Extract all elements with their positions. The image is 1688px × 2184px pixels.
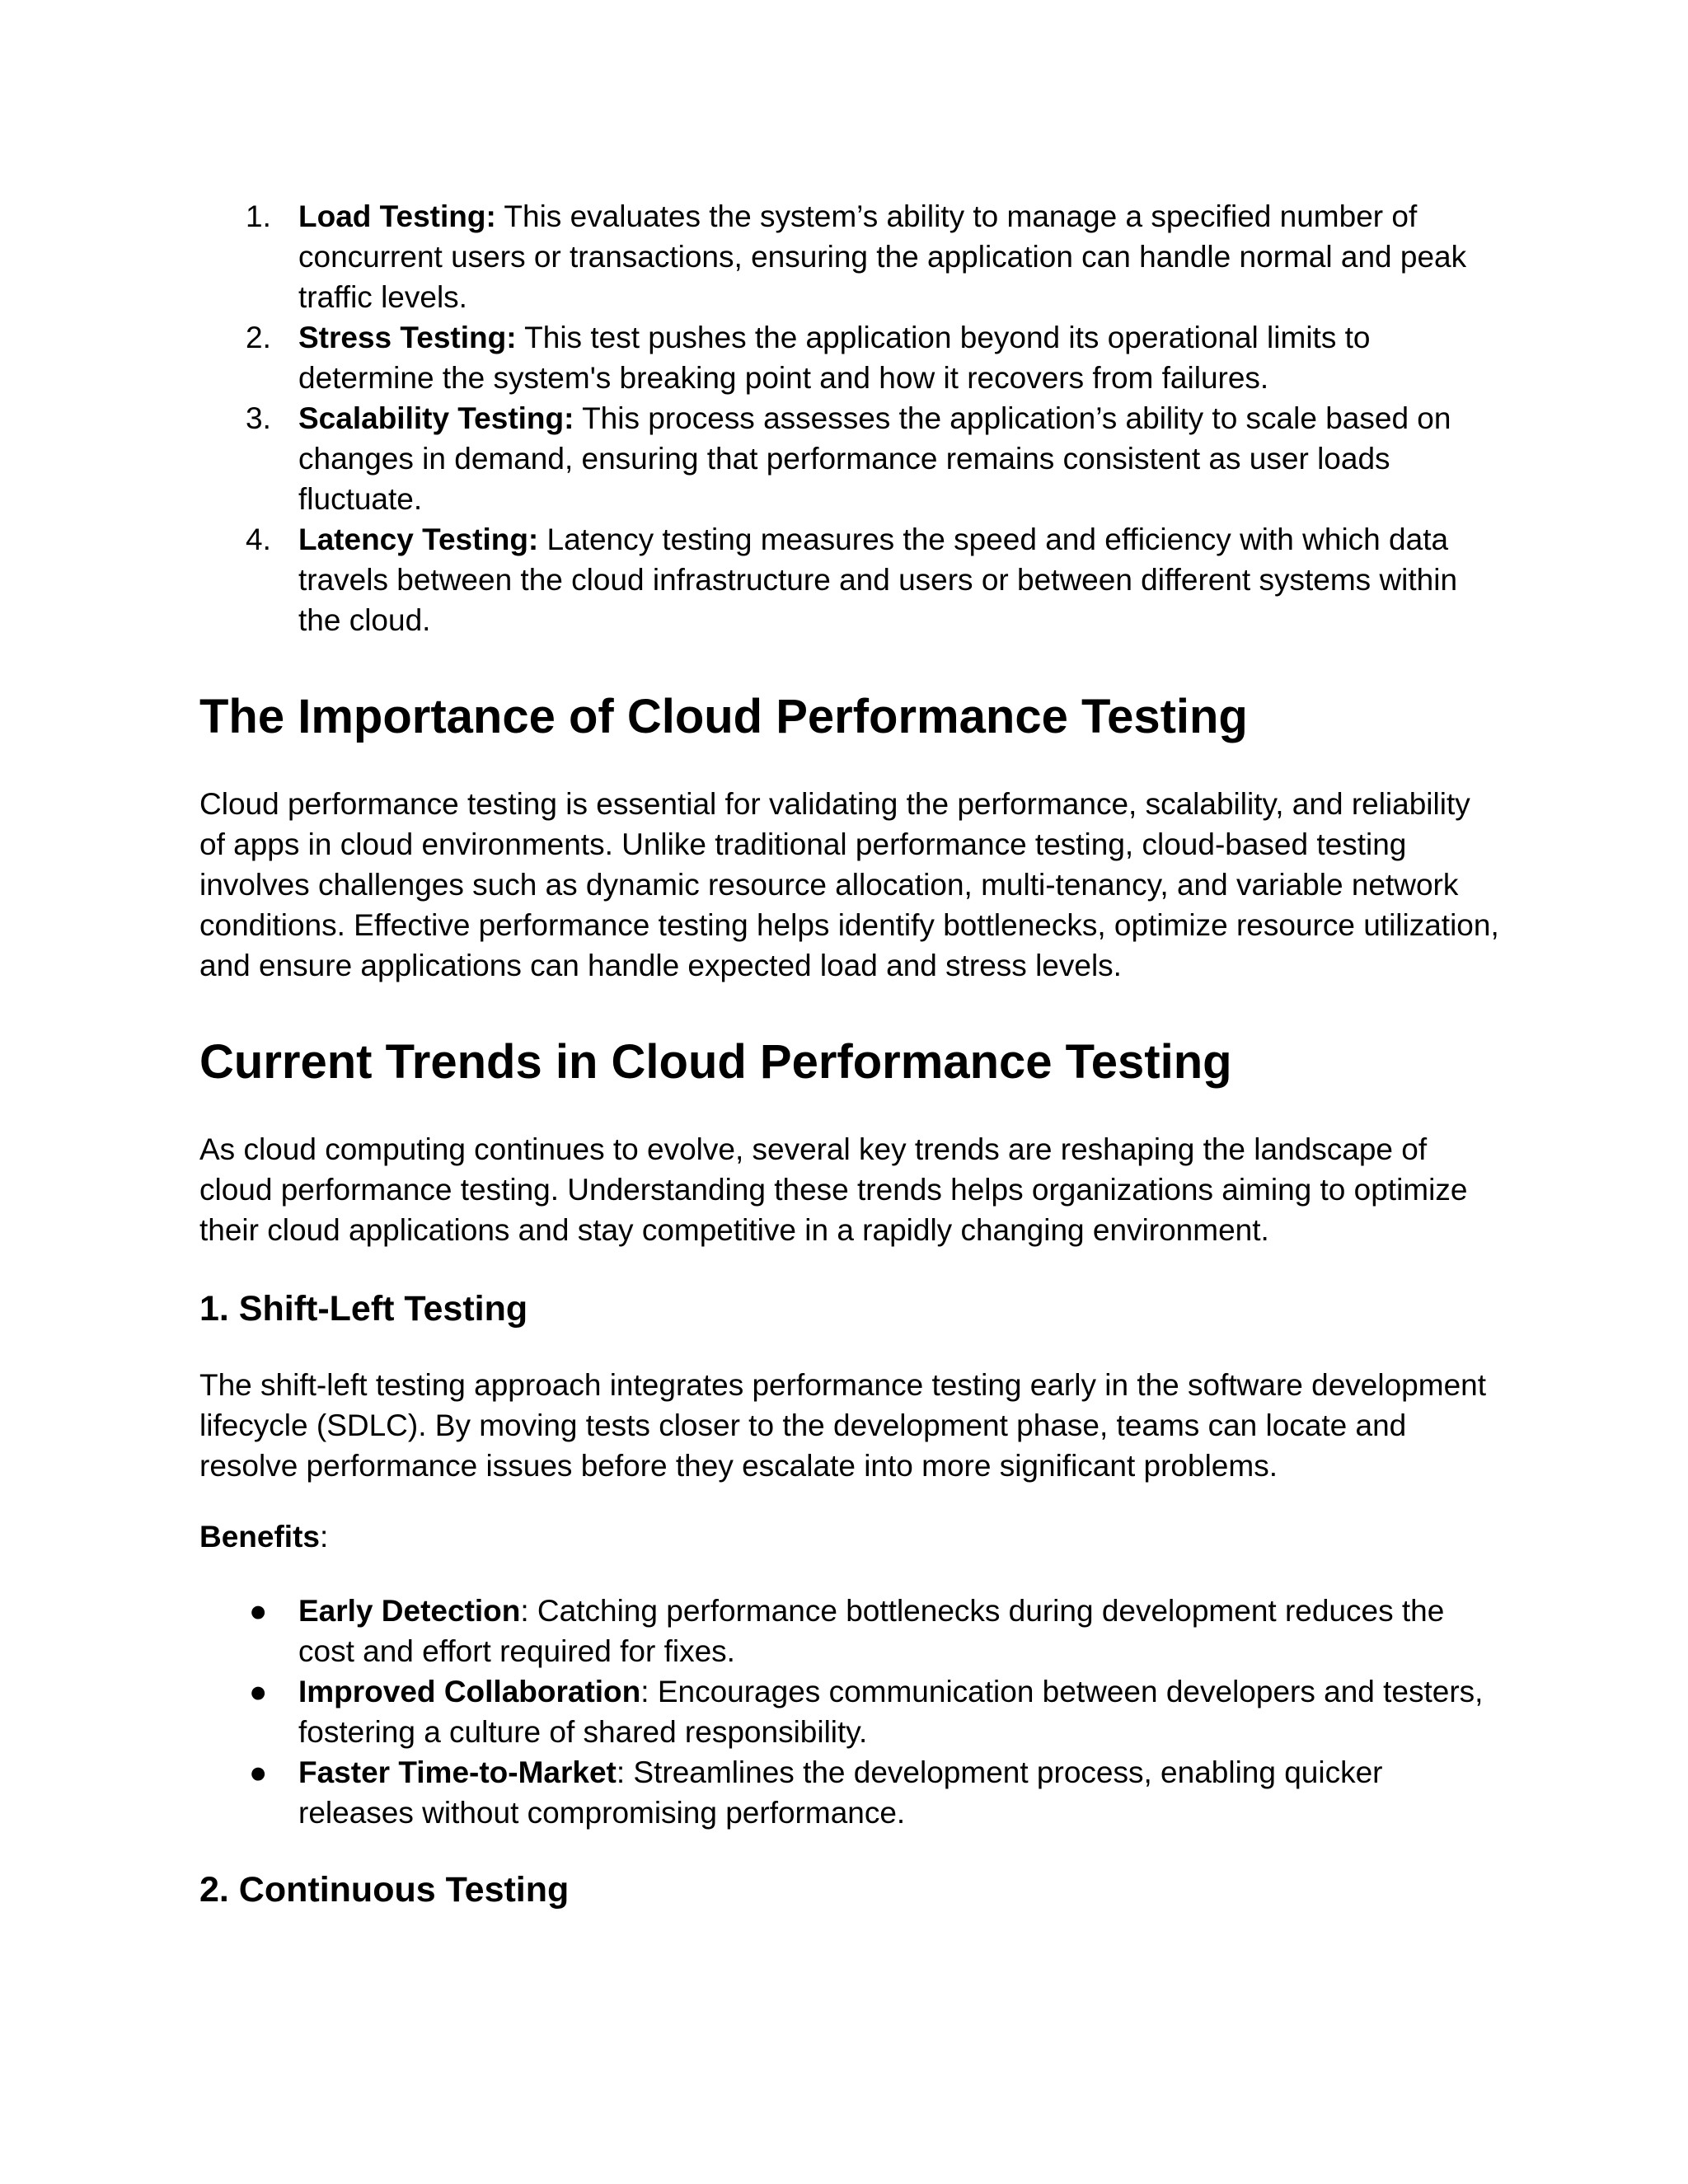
bullet-icon: ● [249,1755,268,1789]
list-item-term: Stress Testing: [298,321,517,354]
list-item [199,519,1502,640]
continuous-testing-heading: 2. Continuous Testing [199,1870,570,1910]
list-item-term: Improved Collaboration [298,1675,641,1708]
trends-heading: Current Trends in Cloud Performance Testing [199,1035,1232,1089]
benefits-label-colon: : [319,1520,329,1554]
shift-left-paragraph: The shift-left testing approach integrates performance testing early in the software development lifecycle (SDLC). By moving tests closer to the development phase, teams can locate and resolve performance issues before they escalate into more significant problems. [199,1368,1487,1483]
list-item [199,1752,1502,1833]
shift-left-heading: 1. Shift-Left Testing [199,1289,528,1329]
list-item-text: : Catching performance bottlenecks during development reduces the cost and effort required for fixes. [298,1594,1445,1668]
bullet-icon: ● [249,1594,268,1628]
list-item-text: This process assesses the application’s ability to scale based on changes in demand, ensuring that performance remains consistent as user loads fluctuate. [298,401,1451,516]
list-item [199,1671,1502,1752]
list-item [199,1591,1502,1671]
list-number: 3. [246,401,271,435]
list-number: 4. [246,523,271,556]
importance-heading: The Importance of Cloud Performance Testing [199,690,1248,743]
list-number: 2. [246,321,271,354]
benefits-label [199,1516,1502,1557]
list-item-text: : Streamlines the development process, enabling quicker releases without compromising performance. [298,1755,1383,1830]
importance-paragraph: Cloud performance testing is essential for validating the performance, scalability, and reliability of apps in cloud environments. Unlike traditional performance testing, cloud-based testing involves challenges such as dynamic resource allocation, multi-tenancy, and variable network conditions. Effective performance testing helps identify bottlenecks, optimize resource utilization, and ensure applications can handle expected load and stress levels. [199,787,1499,982]
trends-paragraph: As cloud computing continues to evolve, several key trends are reshaping the landscape of cloud performance testing. Understanding these trends helps organizations aiming to optimize their cloud applications and stay competitive in a rapidly changing environment. [199,1132,1468,1247]
benefits-label-text: Benefits [199,1520,320,1554]
list-number: 1. [246,199,271,233]
list-item [199,398,1502,519]
list-item-text: Latency testing measures the speed and efficiency with which data travels between the cloud infrastructure and users or between different systems within the cloud. [298,523,1458,637]
list-item [199,317,1502,398]
list-item-term: Scalability Testing: [298,401,574,435]
list-item [199,196,1502,317]
list-item-term: Latency Testing: [298,523,539,556]
bullet-icon: ● [249,1675,268,1708]
list-item-text: This test pushes the application beyond its operational limits to determine the system's breaking point and how it recovers from failures. [298,321,1371,395]
benefits-list [199,1591,1502,1833]
document-content [199,196,1502,1913]
list-item-term: Load Testing: [298,199,496,233]
test-types-list [199,196,1502,640]
list-item-text: This evaluates the system’s ability to manage a specified number of concurrent users or transactions, ensuring the application can handle normal and peak traffic levels. [298,199,1467,314]
list-item-text: : Encourages communication between developers and testers, fostering a culture of shared responsibility. [298,1675,1484,1749]
list-item-term: Early Detection [298,1594,521,1628]
list-item-term: Faster Time-to-Market [298,1755,617,1789]
